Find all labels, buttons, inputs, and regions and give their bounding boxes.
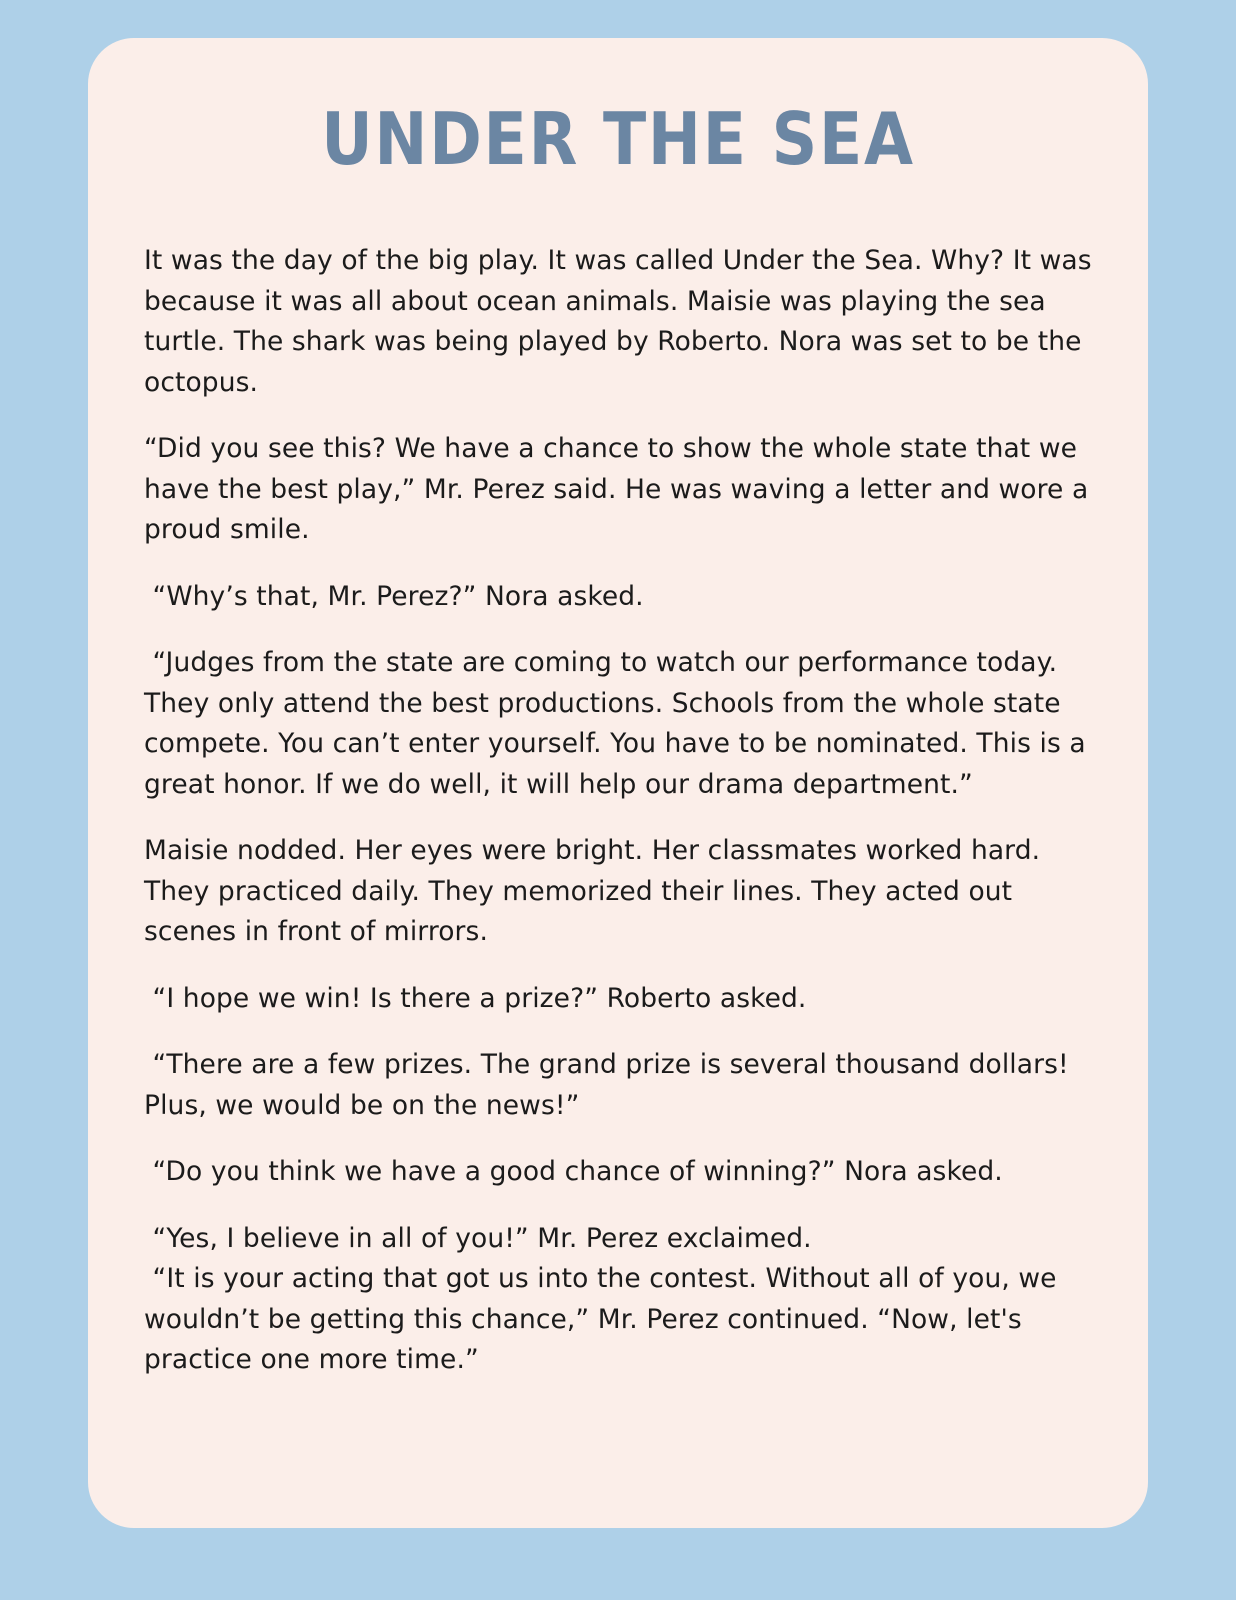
story-paragraph: “It is your acting that got us into the contest. Without all of you, we wouldn’t be getting this chance,” Mr. Perez continued. “Now, let's practice one more time.”	[144, 1263, 1066, 1376]
story-paragraph: “I hope we win! Is there a prize?” Roberto asked.	[144, 982, 807, 1014]
story-paragraph: “Why’s that, Mr. Perez?” Nora asked.	[144, 580, 644, 612]
story-paragraph: “Do you think we have a good chance of winning?” Nora asked.	[144, 1156, 1003, 1188]
page-title: UNDER THE SEA	[321, 97, 915, 181]
story-paragraph: “Yes, I believe in all of you!” Mr. Perez exclaimed.	[144, 1222, 812, 1254]
story-paragraph: It was the day of the big play. It was called Under the Sea. Why? It was because it was all about ocean animals. Maisie was playing the sea turtle. The shark was being played by Roberto. Nora was set to be the octopus.	[144, 245, 1101, 398]
story-body	[134, 241, 1102, 1381]
story-paragraph: “Judges from the state are coming to watch our performance today. They only attend the best productions. Schools from the whole state compete. You can’t enter yourself. You have to be nominated. This is a great honor. If we do well, it will help our drama department.”	[144, 647, 1095, 800]
story-paragraph: “There are a few prizes. The grand prize is several thousand dollars! Plus, we would be on the news!”	[144, 1049, 1078, 1121]
worksheet-card	[88, 38, 1148, 1528]
story-paragraph: Maisie nodded. Her eyes were bright. Her classmates worked hard. They practiced daily. They memorized their lines. They acted out scenes in front of mirrors.	[144, 835, 1049, 948]
story-paragraph: “Did you see this? We have a chance to show the whole state that we have the best play,” Mr. Perez said. He was waving a letter and wore a proud smile.	[144, 433, 1097, 546]
